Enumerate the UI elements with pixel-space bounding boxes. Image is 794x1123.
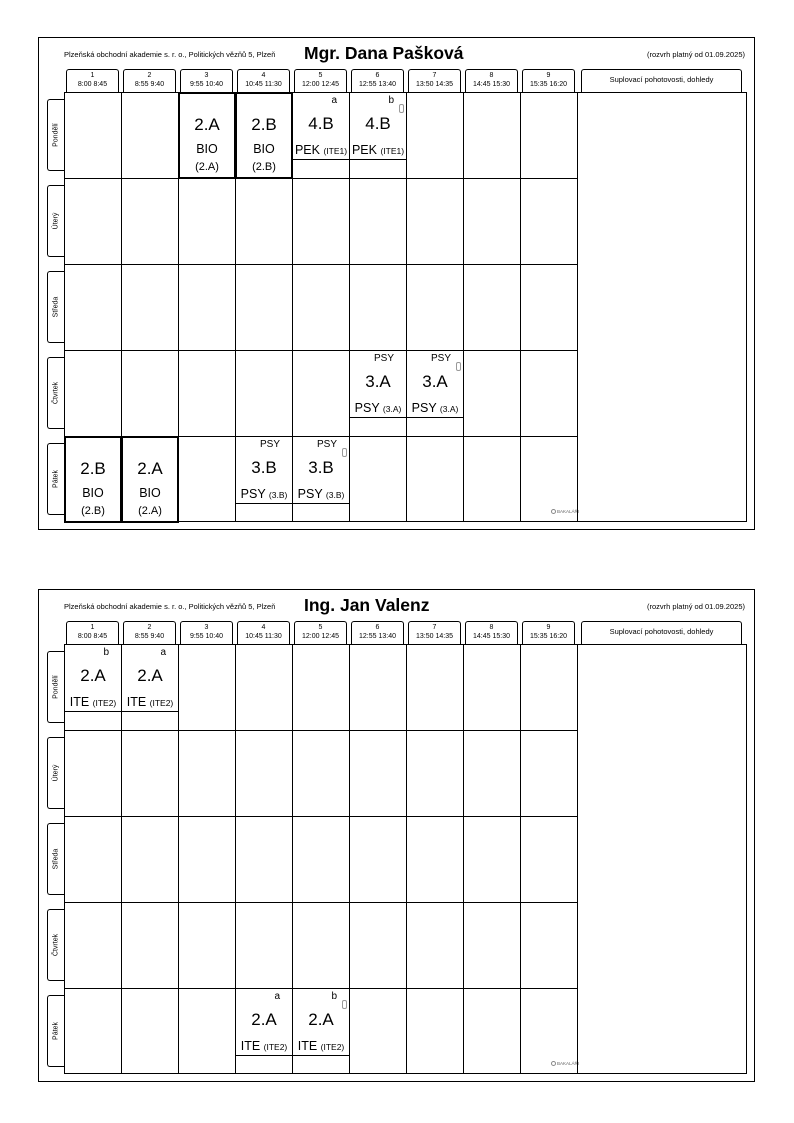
grid-vline [406, 645, 407, 1073]
day-name: Úterý [52, 764, 60, 782]
period-number: 4 [261, 72, 266, 79]
period-header [522, 621, 575, 644]
period-time: 13:50 14:35 [416, 81, 453, 88]
day-label [47, 823, 64, 895]
period-time: 14:45 15:30 [473, 81, 510, 88]
lesson-class: 2.A [251, 1010, 277, 1029]
period-number: 1 [90, 624, 95, 631]
lesson-room: (2.B) [81, 505, 105, 517]
grid-hline [65, 816, 577, 817]
period-time: 12:55 13:40 [359, 81, 396, 88]
brand-mark [551, 1061, 579, 1066]
validity-note: (rozvrh platný od 01.09.2025) [647, 50, 745, 59]
lesson-card[interactable] [349, 92, 407, 160]
brand-label: BAKALÁŘI [557, 1061, 580, 1066]
schedule-paskova [38, 37, 755, 530]
lesson-subject: PSY [411, 401, 437, 415]
period-header [123, 69, 176, 92]
lesson-group: PSY [316, 439, 337, 450]
day-name: Pátek [52, 1022, 60, 1040]
grid-hline [65, 264, 577, 265]
lesson-subject: PEK [294, 143, 320, 157]
period-time: 8:55 9:40 [134, 81, 165, 88]
day-name: Středa [52, 296, 60, 318]
lesson-subject-room [65, 695, 121, 709]
period-number: 4 [261, 624, 266, 631]
period-number: 8 [489, 624, 494, 631]
lesson-room: (2.A) [195, 161, 219, 173]
grid-vline [577, 93, 578, 521]
school-name: Plzeňská obchodní akademie s. r. o., Politických vězňů 5, Plzeň [64, 50, 276, 59]
day-name: Pátek [52, 470, 60, 488]
schedule-valenz [38, 589, 755, 1082]
lesson-card[interactable] [121, 436, 179, 523]
timetable-grid [64, 92, 747, 522]
period-time: 14:45 15:30 [473, 633, 510, 640]
lesson-card[interactable] [292, 988, 350, 1056]
lesson-group: a [160, 647, 166, 658]
lesson-group: b [331, 991, 337, 1002]
period-time: 10:45 11:30 [245, 633, 282, 640]
day-name: Pondělí [52, 123, 60, 147]
day-label [47, 737, 64, 809]
lesson-card[interactable] [178, 92, 236, 179]
lesson-subject-room [293, 487, 349, 501]
lesson-class: 2.A [80, 666, 106, 685]
day-name: Čtvrtek [52, 381, 60, 405]
brand-mark [551, 509, 579, 514]
period-time: 13:50 14:35 [416, 633, 453, 640]
lesson-subject-room [407, 401, 463, 415]
grid-vline [520, 93, 521, 521]
lesson-subject: ITE [240, 1039, 261, 1053]
period-number: 2 [147, 72, 152, 79]
lesson-class: 3.A [365, 372, 391, 391]
period-header [294, 621, 347, 644]
lesson-class: 4.B [365, 114, 391, 133]
lesson-subject-room [293, 1039, 349, 1053]
lesson-subject: PSY [354, 401, 380, 415]
period-header [522, 69, 575, 92]
bakalari-icon [551, 1061, 556, 1066]
lesson-room: (ITE2) [263, 1042, 288, 1052]
day-label [47, 651, 64, 723]
lesson-card[interactable] [235, 988, 293, 1056]
period-header [465, 69, 518, 92]
lesson-group: PSY [430, 353, 451, 364]
period-time: 8:00 8:45 [77, 633, 108, 640]
lesson-class: 3.B [251, 458, 277, 477]
grid-hline [65, 730, 577, 731]
attachment-icon [456, 362, 461, 371]
lesson-subject-room [293, 143, 349, 157]
supl-header: Suplovací pohotovosti, dohledy [581, 69, 742, 92]
lesson-group: PSY [259, 439, 280, 450]
validity-note: (rozvrh platný od 01.09.2025) [647, 602, 745, 611]
lesson-card[interactable] [121, 644, 179, 712]
period-header [180, 69, 233, 92]
lesson-subject: PSY [240, 487, 266, 501]
lesson-group: a [331, 95, 337, 106]
lesson-card[interactable] [349, 350, 407, 418]
lesson-room: (2.A) [138, 505, 162, 517]
period-number: 2 [147, 624, 152, 631]
grid-hline [65, 902, 577, 903]
lesson-room: (ITE1) [323, 146, 348, 156]
period-number: 7 [432, 624, 437, 631]
lesson-room: (3.A) [382, 404, 402, 414]
lesson-room: (3.A) [439, 404, 459, 414]
lesson-group: PSY [373, 353, 394, 364]
lesson-group: b [388, 95, 394, 106]
period-time: 10:45 11:30 [245, 81, 282, 88]
teacher-name: Mgr. Dana Pašková [304, 43, 464, 63]
period-time: 12:00 12:45 [302, 81, 339, 88]
lesson-card[interactable] [292, 436, 350, 504]
day-name: Čtvrtek [52, 933, 60, 957]
day-label [47, 443, 64, 515]
lesson-room: (ITE2) [149, 698, 174, 708]
period-header [408, 69, 461, 92]
period-time: 9:55 10:40 [189, 81, 224, 88]
day-label [47, 909, 64, 981]
period-time: 8:55 9:40 [134, 633, 165, 640]
period-header [294, 69, 347, 92]
lesson-room: (ITE2) [92, 698, 117, 708]
day-label [47, 271, 64, 343]
period-number: 3 [204, 624, 209, 631]
lesson-card[interactable] [235, 436, 293, 504]
lesson-class: 2.B [251, 115, 277, 134]
period-header [66, 69, 119, 92]
period-header [237, 621, 290, 644]
period-header [351, 69, 404, 92]
lesson-subject: ITE [297, 1039, 318, 1053]
grid-hline [65, 178, 577, 179]
lesson-room: (3.B) [268, 490, 288, 500]
lesson-subject: BIO [82, 486, 104, 500]
lesson-card[interactable] [235, 92, 293, 179]
lesson-subject: BIO [253, 142, 275, 156]
lesson-room: (3.B) [325, 490, 345, 500]
grid-vline [577, 645, 578, 1073]
period-header [465, 621, 518, 644]
period-time: 15:35 16:20 [530, 633, 567, 640]
lesson-subject: ITE [126, 695, 147, 709]
lesson-subject-room [122, 695, 178, 709]
lesson-room: (2.B) [252, 161, 276, 173]
timetable-grid [64, 644, 747, 1074]
lesson-room: (ITE2) [320, 1042, 345, 1052]
lesson-subject: BIO [139, 486, 161, 500]
period-time: 9:55 10:40 [189, 633, 224, 640]
lesson-class: 2.A [308, 1010, 334, 1029]
period-number: 1 [90, 72, 95, 79]
period-number: 5 [318, 624, 323, 631]
lesson-card[interactable] [64, 436, 122, 523]
grid-vline [463, 645, 464, 1073]
lesson-subject: BIO [196, 142, 218, 156]
lesson-class: 2.A [137, 666, 163, 685]
period-time: 15:35 16:20 [530, 81, 567, 88]
attachment-icon [399, 104, 404, 113]
day-label [47, 99, 64, 171]
period-number: 9 [546, 72, 551, 79]
bakalari-icon [551, 509, 556, 514]
lesson-card[interactable] [292, 92, 350, 160]
grid-hline [65, 350, 577, 351]
school-name: Plzeňská obchodní akademie s. r. o., Politických vězňů 5, Plzeň [64, 602, 276, 611]
lesson-subject: ITE [69, 695, 90, 709]
lesson-class: 2.B [80, 459, 106, 478]
lesson-subject: PEK [351, 143, 377, 157]
day-label [47, 357, 64, 429]
lesson-card[interactable] [64, 644, 122, 712]
lesson-subject-room [350, 143, 406, 157]
period-time: 12:55 13:40 [359, 633, 396, 640]
lesson-group: b [103, 647, 109, 658]
period-number: 3 [204, 72, 209, 79]
day-label [47, 185, 64, 257]
lesson-class: 2.A [194, 115, 220, 134]
lesson-card[interactable] [406, 350, 464, 418]
period-time: 8:00 8:45 [77, 81, 108, 88]
lesson-group: a [274, 991, 280, 1002]
supl-header: Suplovací pohotovosti, dohledy [581, 621, 742, 644]
period-header [66, 621, 119, 644]
attachment-icon [342, 448, 347, 457]
lesson-subject-room [236, 487, 292, 501]
period-number: 5 [318, 72, 323, 79]
lesson-subject-room [350, 401, 406, 415]
period-header [237, 69, 290, 92]
lesson-room: (ITE1) [380, 146, 405, 156]
period-header [123, 621, 176, 644]
period-header [351, 621, 404, 644]
period-number: 9 [546, 624, 551, 631]
period-number: 6 [375, 624, 380, 631]
lesson-class: 3.B [308, 458, 334, 477]
period-number: 8 [489, 72, 494, 79]
period-header [408, 621, 461, 644]
brand-label: BAKALÁŘI [557, 509, 580, 514]
day-name: Pondělí [52, 675, 60, 699]
lesson-class: 4.B [308, 114, 334, 133]
grid-vline [463, 93, 464, 521]
attachment-icon [342, 1000, 347, 1009]
lesson-class: 2.A [137, 459, 163, 478]
day-name: Úterý [52, 212, 60, 230]
period-number: 6 [375, 72, 380, 79]
period-header [180, 621, 233, 644]
day-name: Středa [52, 848, 60, 870]
period-time: 12:00 12:45 [302, 633, 339, 640]
grid-vline [520, 645, 521, 1073]
lesson-subject: PSY [297, 487, 323, 501]
day-label [47, 995, 64, 1067]
teacher-name: Ing. Jan Valenz [304, 595, 430, 615]
lesson-class: 3.A [422, 372, 448, 391]
period-number: 7 [432, 72, 437, 79]
lesson-subject-room [236, 1039, 292, 1053]
